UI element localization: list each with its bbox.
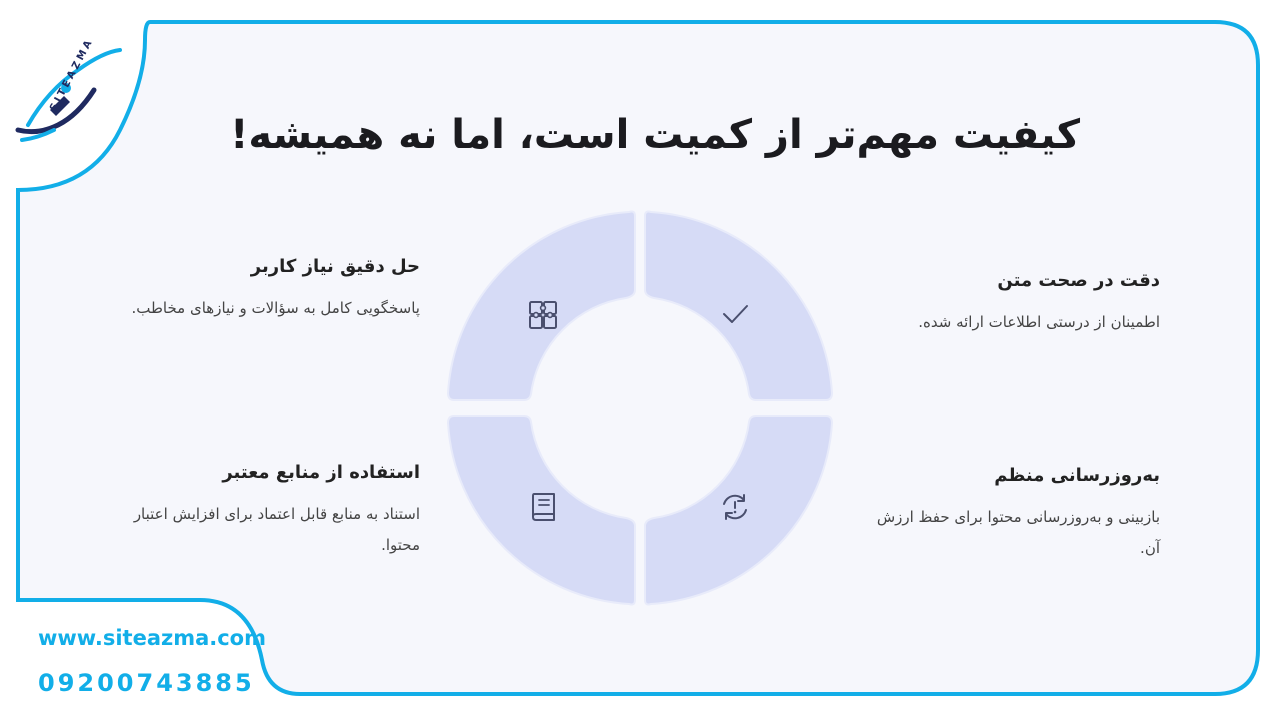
- item-text-accuracy: [860, 270, 1160, 338]
- logo: [8, 30, 136, 180]
- wheel-segment-bottom-right: [645, 416, 832, 605]
- rocket-logo-icon: [8, 30, 136, 170]
- item-description: اطمینان از درستی اطلاعات ارائه شده.: [918, 313, 1160, 331]
- item-heading: استفاده از منابع معتبر: [222, 462, 420, 483]
- item-regular-update: [860, 465, 1160, 564]
- website-link[interactable]: www.siteazma.com: [38, 626, 266, 650]
- item-description: استناد به منابع قابل اعتماد برای افزایش اعتبار محتوا.: [133, 505, 420, 554]
- item-valid-sources: [100, 462, 420, 561]
- wheel-segment-top-right: [645, 212, 832, 401]
- logo-latin-text: SITEAZMA: [48, 36, 96, 114]
- item-user-need: [100, 256, 420, 324]
- item-heading: دقت در صحت متن: [997, 270, 1160, 291]
- item-heading: به‌روزرسانی منظم: [994, 465, 1160, 486]
- wheel-segment-bottom-left: [448, 416, 635, 605]
- item-description: بازبینی و به‌روزرسانی محتوا برای حفظ ارزش آن.: [876, 508, 1160, 557]
- phone-number[interactable]: 09200743885: [38, 669, 255, 697]
- item-description: پاسخگویی کامل به سؤالات و نیازهای مخاطب.: [131, 299, 420, 317]
- page-title: کیفیت مهم‌تر از کمیت است، اما نه همیشه!: [230, 112, 1080, 158]
- quality-wheel: [440, 208, 840, 608]
- item-heading: حل دقیق نیاز کاربر: [250, 256, 420, 277]
